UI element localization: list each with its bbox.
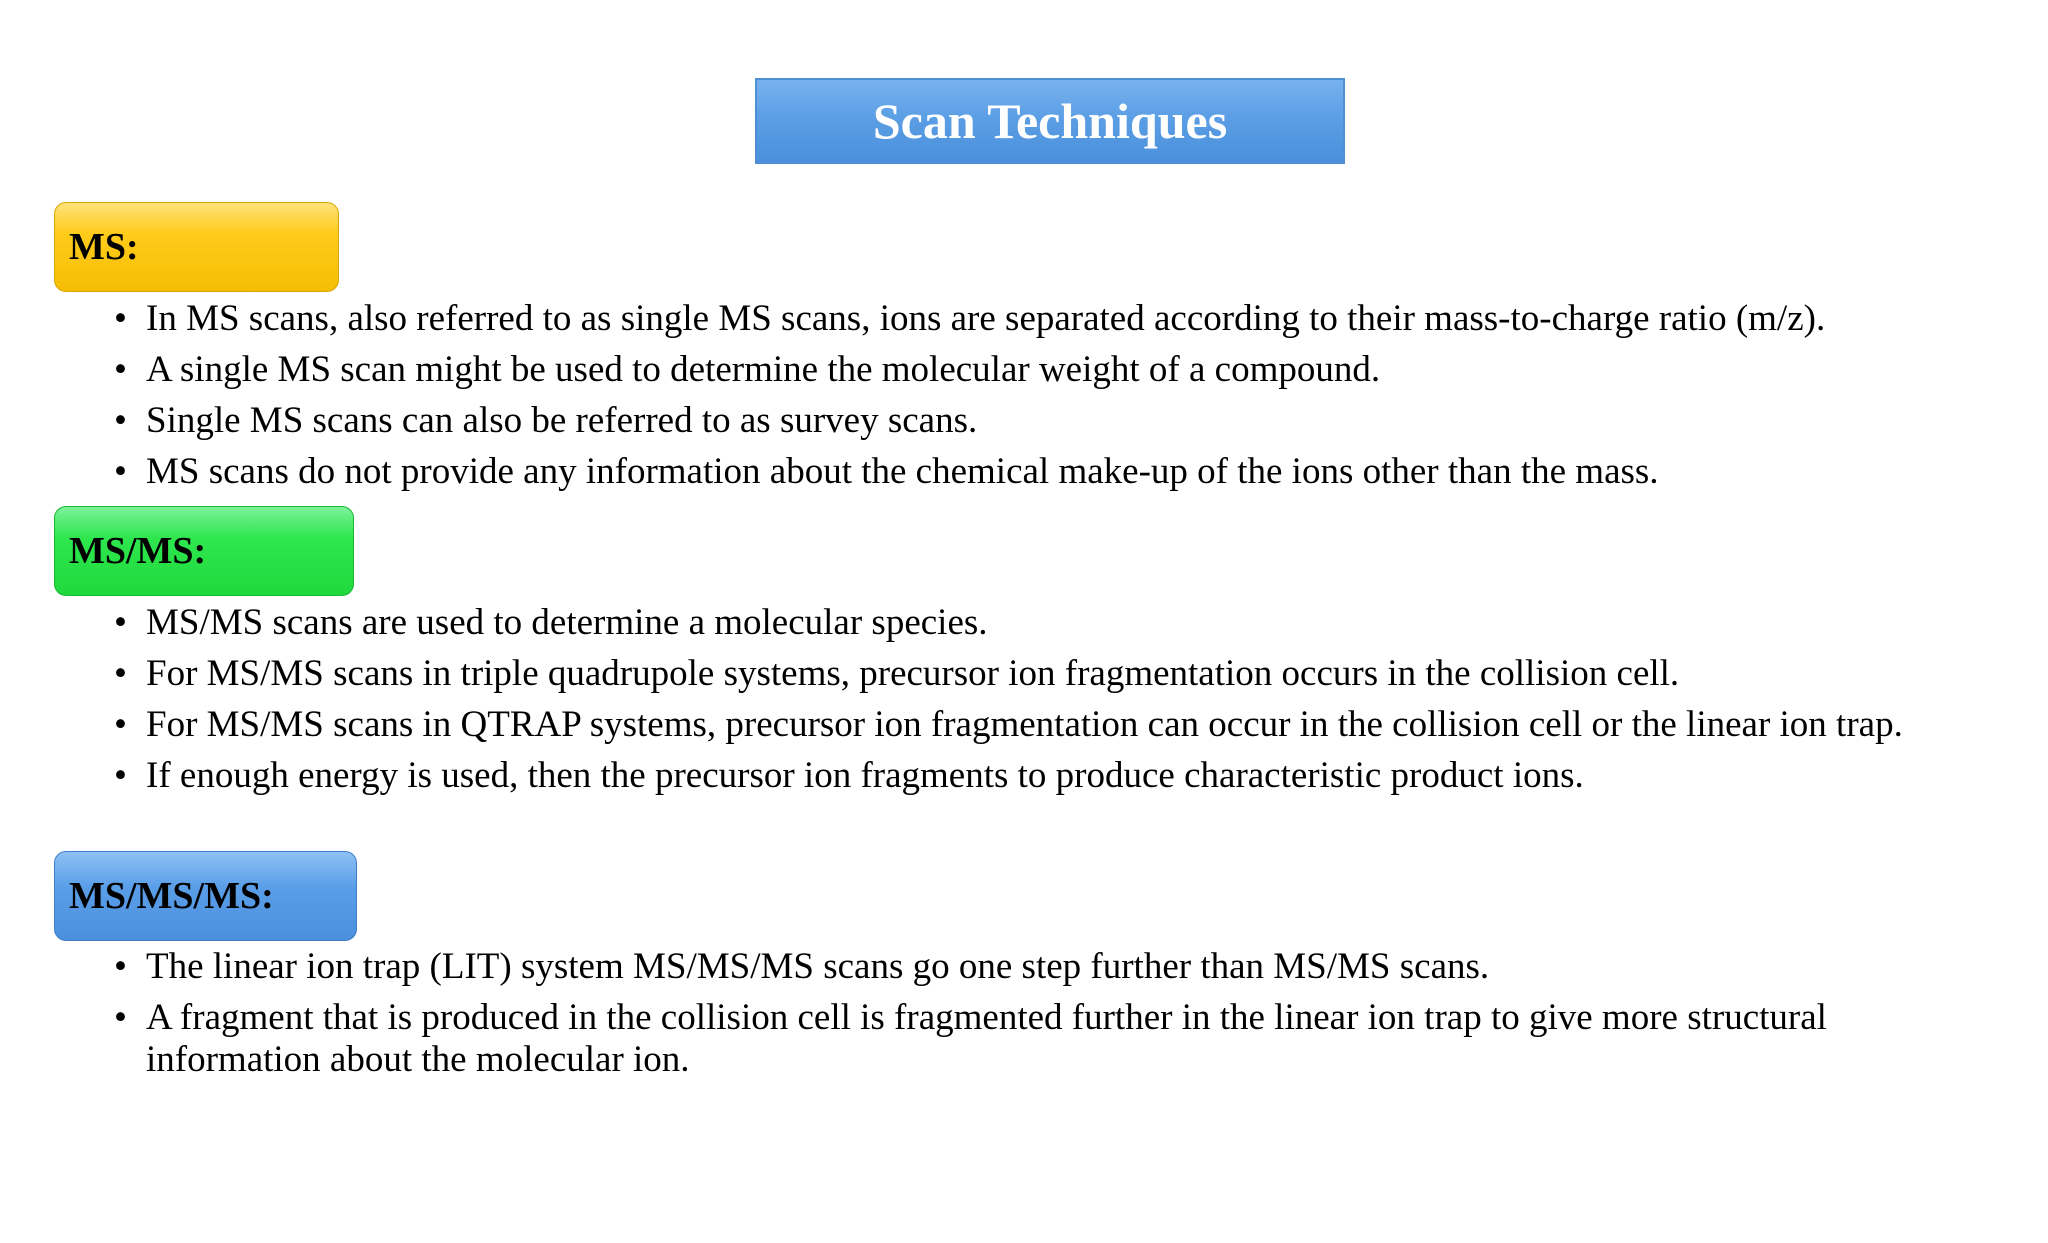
bullet-item: • Single MS scans can also be referred to as survey scans. bbox=[112, 400, 2012, 442]
section-label-ms: MS: bbox=[54, 202, 339, 292]
ms-bullet-list bbox=[112, 298, 2012, 502]
msms-bullet-list bbox=[112, 602, 2012, 806]
bullet-item: • In MS scans, also referred to as single MS scans, ions are separated according to their mass-to-charge ratio (m/z). bbox=[112, 298, 2012, 340]
slide-title: Scan Techniques bbox=[755, 78, 1345, 164]
bullet-item: • A single MS scan might be used to determine the molecular weight of a compound. bbox=[112, 349, 2012, 391]
section-label-msms: MS/MS: bbox=[54, 506, 354, 596]
section-label-msmsms: MS/MS/MS: bbox=[54, 851, 357, 941]
msmsms-bullet-list bbox=[112, 946, 2012, 1090]
bullet-item: • MS scans do not provide any information about the chemical make-up of the ions other than the mass. bbox=[112, 451, 2012, 493]
bullet-item: • For MS/MS scans in QTRAP systems, precursor ion fragmentation can occur in the collision cell or the linear ion trap. bbox=[112, 704, 2012, 746]
bullet-item: • The linear ion trap (LIT) system MS/MS/MS scans go one step further than MS/MS scans. bbox=[112, 946, 2012, 988]
bullet-item: • If enough energy is used, then the precursor ion fragments to produce characteristic product ions. bbox=[112, 755, 2012, 797]
bullet-item: • A fragment that is produced in the collision cell is fragmented further in the linear ion trap to give more structural information about the molecular ion. bbox=[112, 997, 2012, 1081]
bullet-item: • MS/MS scans are used to determine a molecular species. bbox=[112, 602, 2012, 644]
bullet-item: • For MS/MS scans in triple quadrupole systems, precursor ion fragmentation occurs in the collision cell. bbox=[112, 653, 2012, 695]
